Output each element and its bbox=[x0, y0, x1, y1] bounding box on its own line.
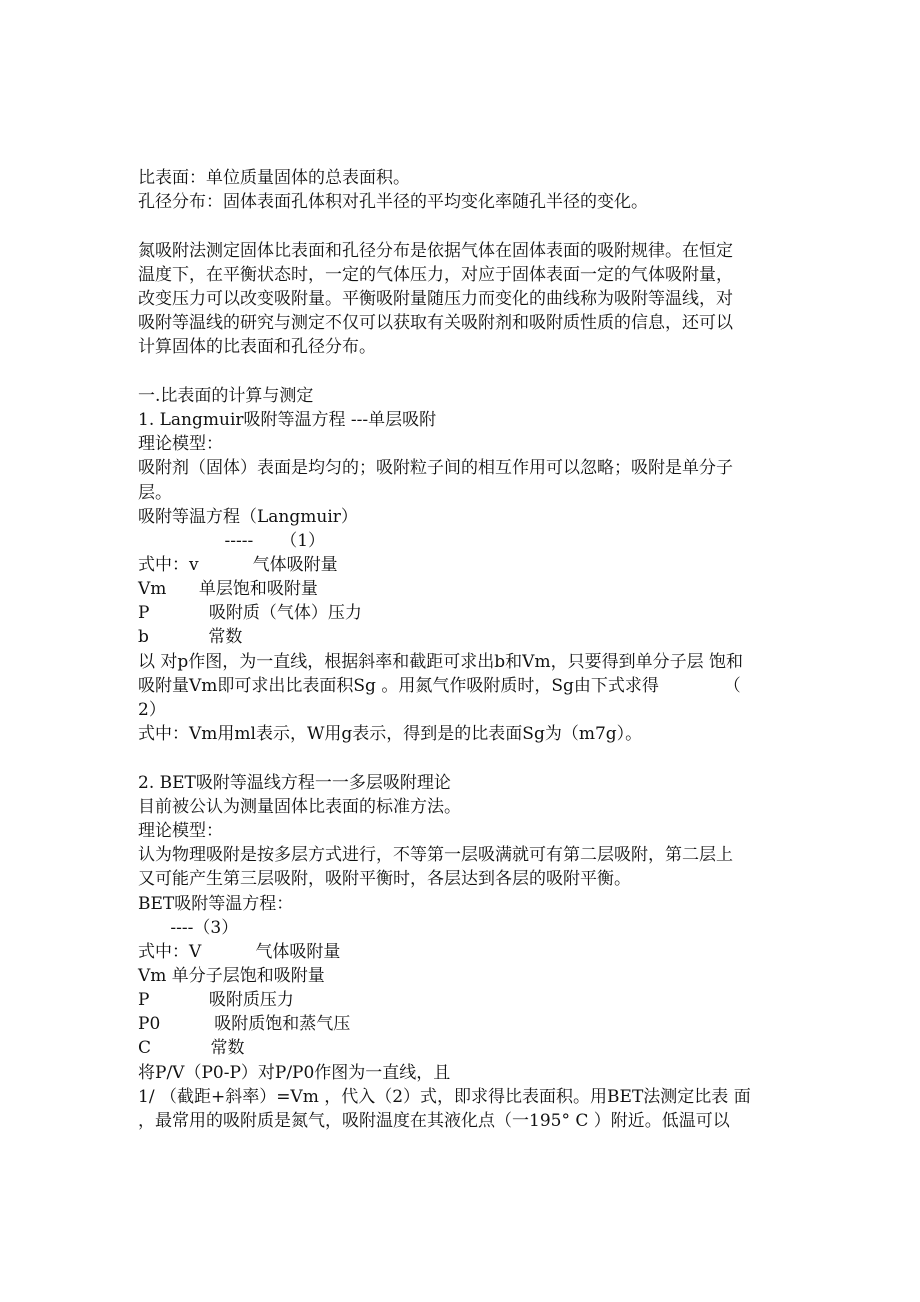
text-line: 将P/V（P0-P）对P/P0作图为一直线，且 bbox=[138, 1063, 451, 1083]
variable-line: b 常数 bbox=[138, 627, 243, 647]
text-line: 认为物理吸附是按多层方式进行，不等第一层吸满就可有第二层吸附，第二层上 bbox=[138, 845, 733, 865]
section-heading: 一.比表面的计算与测定 bbox=[138, 386, 314, 406]
paragraph-intro-line: 吸附等温线的研究与测定不仅可以获取有关吸附剂和吸附质性质的信息，还可以 bbox=[138, 313, 733, 333]
text-line: 吸附等温方程（Langmuir） bbox=[138, 507, 358, 527]
line-definition-specific-surface: 比表面：单位质量固体的总表面积。 bbox=[138, 168, 410, 188]
variable-line: P 吸附质压力 bbox=[138, 990, 294, 1010]
paragraph-intro-line: 氮吸附法测定固体比表面和孔径分布是依据气体在固体表面的吸附规律。在恒定 bbox=[138, 241, 733, 261]
text-line: 2） bbox=[138, 700, 166, 720]
text-line: BET吸附等温方程： bbox=[138, 894, 294, 914]
text-line: 1/ （截距+斜率）=Vm ，代入（2）式，即求得比表面积。用BET法测定比表 面 bbox=[138, 1087, 751, 1107]
variable-line: Vm 单层饱和吸附量 bbox=[138, 579, 318, 599]
subsection-heading-bet: 2. BET吸附等温线方程一一多层吸附理论 bbox=[138, 773, 451, 793]
paragraph-intro-line: 计算固体的比表面和孔径分布。 bbox=[138, 337, 376, 357]
text-line: 层。 bbox=[138, 483, 172, 503]
variable-line: 式中：v 气体吸附量 bbox=[138, 555, 338, 575]
variable-line: C 常数 bbox=[138, 1038, 245, 1058]
text-line: 式中：Vm用ml表示，W用g表示，得到是的比表面Sg为（m7g）。 bbox=[138, 724, 643, 744]
paragraph-intro-line: 改变压力可以改变吸附量。平衡吸附量随压力而变化的曲线称为吸附等温线，对 bbox=[138, 289, 733, 309]
line-definition-pore-distribution: 孔径分布：固体表面孔体积对孔半径的平均变化率随孔半径的变化。 bbox=[138, 192, 648, 212]
subsection-heading-langmuir: 1. Langmuir吸附等温方程 ---单层吸附 bbox=[138, 410, 437, 430]
text-line: 理论模型： bbox=[138, 821, 223, 841]
text-line: 以 对p作图，为一直线，根据斜率和截距可求出b和Vm，只要得到单分子层 饱和 bbox=[138, 652, 743, 672]
paragraph-intro-line: 温度下，在平衡状态时，一定的气体压力，对应于固体表面一定的气体吸附量， bbox=[138, 265, 733, 285]
variable-line: P0 吸附质饱和蒸气压 bbox=[138, 1014, 351, 1034]
equation-line: ----（3） bbox=[138, 918, 239, 938]
text-line: ，最常用的吸附质是氮气，吸附温度在其液化点（一195° C ）附近。低温可以 bbox=[138, 1111, 730, 1131]
text-line: 目前被公认为测量固体比表面的标准方法。 bbox=[138, 797, 461, 817]
variable-line: Vm 单分子层饱和吸附量 bbox=[138, 966, 325, 986]
text-line: 又可能产生第三层吸附，吸附平衡时，各层达到各层的吸附平衡。 bbox=[138, 869, 631, 889]
text-line: 吸附剂（固体）表面是均匀的；吸附粒子间的相互作用可以忽略；吸附是单分子 bbox=[138, 458, 733, 478]
text-line: 理论模型： bbox=[138, 434, 223, 454]
variable-line: P 吸附质（气体）压力 bbox=[138, 603, 362, 623]
text-line: 吸附量Vm即可求出比表面积Sg 。用氮气作吸附质时，Sg由下式求得 （ bbox=[138, 676, 741, 696]
variable-line: 式中：V 气体吸附量 bbox=[138, 942, 341, 962]
equation-line: ----- （1） bbox=[138, 531, 326, 551]
